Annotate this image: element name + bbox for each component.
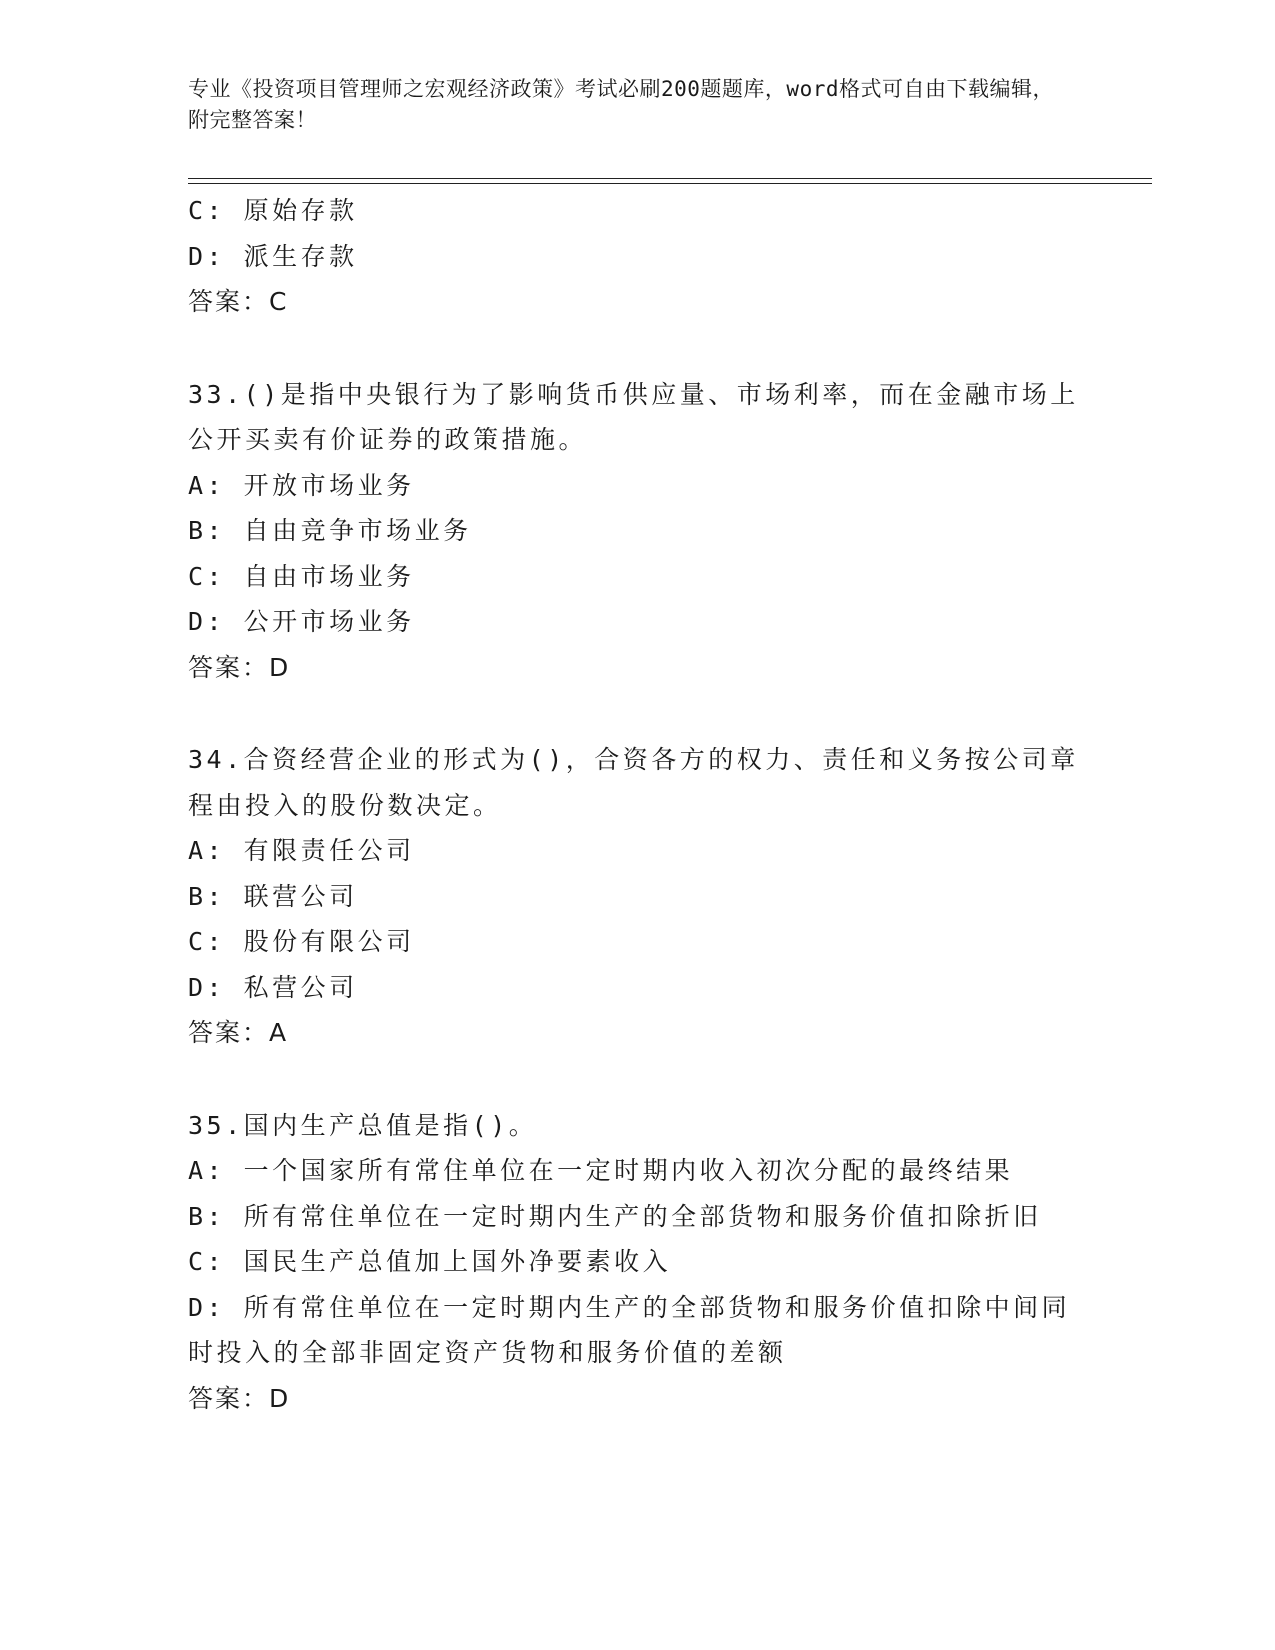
option-label: A:	[188, 1156, 244, 1185]
answer-line: 答案：A	[188, 1018, 289, 1047]
header-divider-bottom	[188, 183, 1152, 184]
option-a	[188, 1148, 1088, 1194]
option-text: 一个国家所有常住单位在一定时期内收入初次分配的最终结果	[243, 1156, 1014, 1185]
option-label: A:	[188, 470, 244, 500]
spacer	[188, 1056, 1088, 1103]
answer-line: 答案：D	[188, 1383, 291, 1413]
option-label: D:	[188, 1292, 244, 1322]
option-label: C:	[188, 196, 244, 225]
question-32-continued	[188, 188, 1088, 325]
option-label: C:	[188, 561, 244, 591]
option-text: 联营公司	[243, 881, 358, 911]
option-text: 开放市场业务	[243, 470, 415, 500]
option-text: 自由市场业务	[243, 561, 415, 591]
option-label: B:	[188, 516, 244, 545]
answer-line: 答案：C	[188, 287, 289, 316]
option-b	[188, 508, 1088, 554]
option-c	[188, 554, 1088, 600]
option-label: A:	[188, 836, 244, 865]
option-label: B:	[188, 881, 244, 911]
option-label: C:	[188, 927, 244, 956]
option-label: C:	[188, 1247, 244, 1276]
option-text: 公开市场业务	[243, 607, 415, 636]
option-text: 有限责任公司	[243, 836, 415, 865]
option-d	[188, 1285, 1088, 1376]
header-divider-top	[188, 178, 1152, 179]
option-text: 私营公司	[243, 972, 358, 1002]
option-text: 股份有限公司	[243, 927, 415, 956]
option-d	[188, 599, 1088, 645]
option-text: 所有常住单位在一定时期内生产的全部货物和服务价值扣除折旧	[243, 1201, 1042, 1231]
question-content	[188, 188, 1088, 1421]
option-d	[188, 234, 1088, 280]
spacer	[188, 325, 1088, 372]
option-b	[188, 874, 1088, 920]
option-text: 国民生产总值加上国外净要素收入	[243, 1247, 672, 1276]
option-c	[188, 188, 1088, 234]
question-34	[188, 737, 1088, 1056]
option-label: D:	[188, 607, 244, 636]
question-35	[188, 1103, 1088, 1422]
spacer	[188, 690, 1088, 737]
option-text: 所有常住单位在一定时期内生产的全部货物和服务价值扣除中间同时投入的全部非固定资产货物和服务价值的差额	[188, 1292, 1071, 1367]
option-label: B:	[188, 1201, 244, 1231]
option-text: 派生存款	[243, 241, 358, 271]
question-stem: 35.国内生产总值是指()。	[188, 1110, 538, 1140]
answer-line: 答案：D	[188, 652, 291, 682]
option-b	[188, 1194, 1088, 1240]
question-33	[188, 372, 1088, 691]
option-c	[188, 1239, 1088, 1285]
option-d	[188, 965, 1088, 1011]
option-text: 原始存款	[243, 196, 358, 225]
option-label: D:	[188, 972, 244, 1002]
question-stem: 33.()是指中央银行为了影响货币供应量、市场利率，而在金融市场上公开买卖有价证券的政策措施。	[188, 379, 1079, 454]
option-a	[188, 828, 1088, 874]
page-header: 专业《投资项目管理师之宏观经济政策》考试必刷200题题库，word格式可自由下载编辑，附完整答案！	[188, 77, 1054, 132]
option-label: D:	[188, 241, 244, 271]
question-stem: 34.合资经营企业的形式为()，合资各方的权力、责任和义务按公司章程由投入的股份数决定。	[188, 745, 1079, 820]
option-c	[188, 919, 1088, 965]
option-text: 自由竞争市场业务	[243, 516, 472, 545]
option-a	[188, 463, 1088, 509]
